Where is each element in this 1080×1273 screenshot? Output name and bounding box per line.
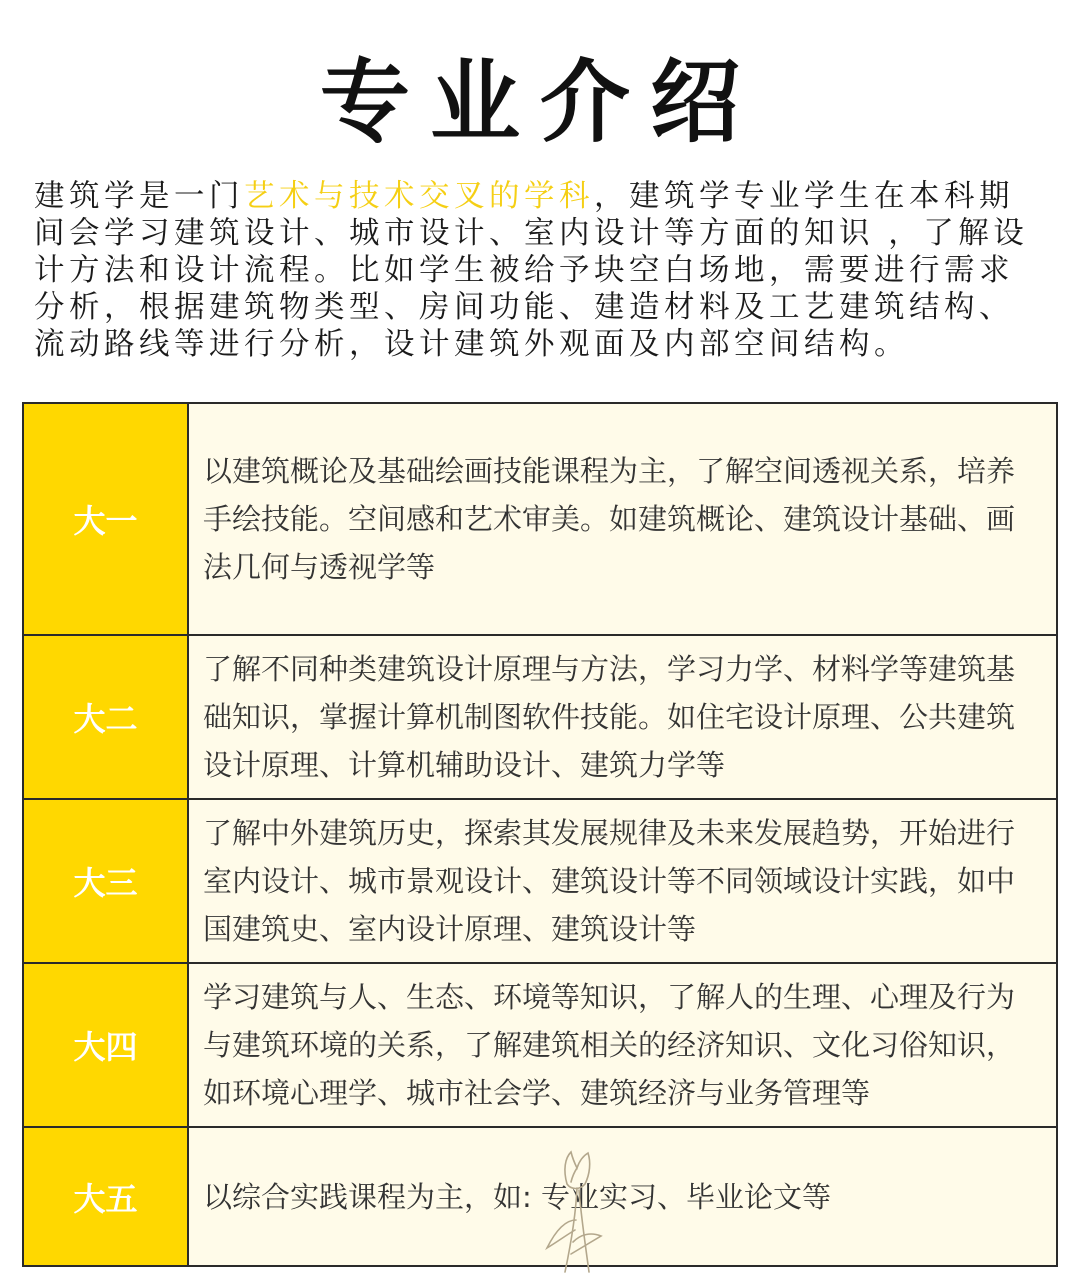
curriculum-table — [22, 402, 1058, 1267]
table-row-year-3 — [24, 800, 1056, 964]
year-description-text: 学习建筑与人、生态、环境等知识，了解人的生理、心理及行为与建筑环境的关系，了解建筑相关的经济知识、文化习俗知识，如环境心理学、城市社会学、建筑经济与业务管理等 — [203, 980, 1016, 1110]
year-description — [189, 964, 1056, 1126]
year-description — [189, 404, 1056, 634]
intro-text-start: 建筑学是一门 — [34, 179, 244, 214]
year-description-text: 了解中外建筑历史，探索其发展规律及未来发展趋势，开始进行室内设计、城市景观设计、建筑设计等不同领域设计实践，如中国建筑史、室内设计原理、建筑设计等 — [203, 816, 1016, 946]
year-description-text: 了解不同种类建筑设计原理与方法，学习力学、材料学等建筑基础知识，掌握计算机制图软件技能。如住宅设计原理、公共建筑设计原理、计算机辅助设计、建筑力学等 — [203, 652, 1016, 782]
table-row-year-4 — [24, 964, 1056, 1128]
year-label: 大一 — [24, 404, 189, 634]
year-description-text: 以建筑概论及基础绘画技能课程为主，了解空间透视关系，培养手绘技能。空间感和艺术审美。如建筑概论、建筑设计基础、画法几何与透视学等 — [203, 454, 1016, 584]
table-row-year-2 — [24, 636, 1056, 800]
table-row-year-5 — [24, 1128, 1056, 1265]
year-description-text: 以综合实践课程为主，如: 专业实习、毕业论文等 — [203, 1179, 831, 1214]
year-label: 大三 — [24, 800, 189, 962]
year-description — [189, 636, 1056, 798]
year-label: 大二 — [24, 636, 189, 798]
table-row-year-1 — [24, 404, 1056, 636]
year-label: 大五 — [24, 1128, 189, 1265]
year-label: 大四 — [24, 964, 189, 1126]
year-description — [189, 800, 1056, 962]
year-description — [189, 1128, 1056, 1265]
page-title: 专业介绍 — [320, 50, 760, 155]
intro-highlight: 艺术与技术交叉的学科 — [244, 179, 594, 214]
intro-paragraph — [34, 178, 1046, 363]
intro-text-end: ，建筑学专业学生在本科期间会学习建筑设计、城市设计、室内设计等方面的知识 ，了解设计方法和设计流程。比如学生被给予块空白场地，需要进行需求分析，根据建筑物类型、房间功能、建造材料及工艺建筑结构、流动路线等进行分析，设计建筑外观面及内部空间结构。 — [34, 179, 1029, 362]
